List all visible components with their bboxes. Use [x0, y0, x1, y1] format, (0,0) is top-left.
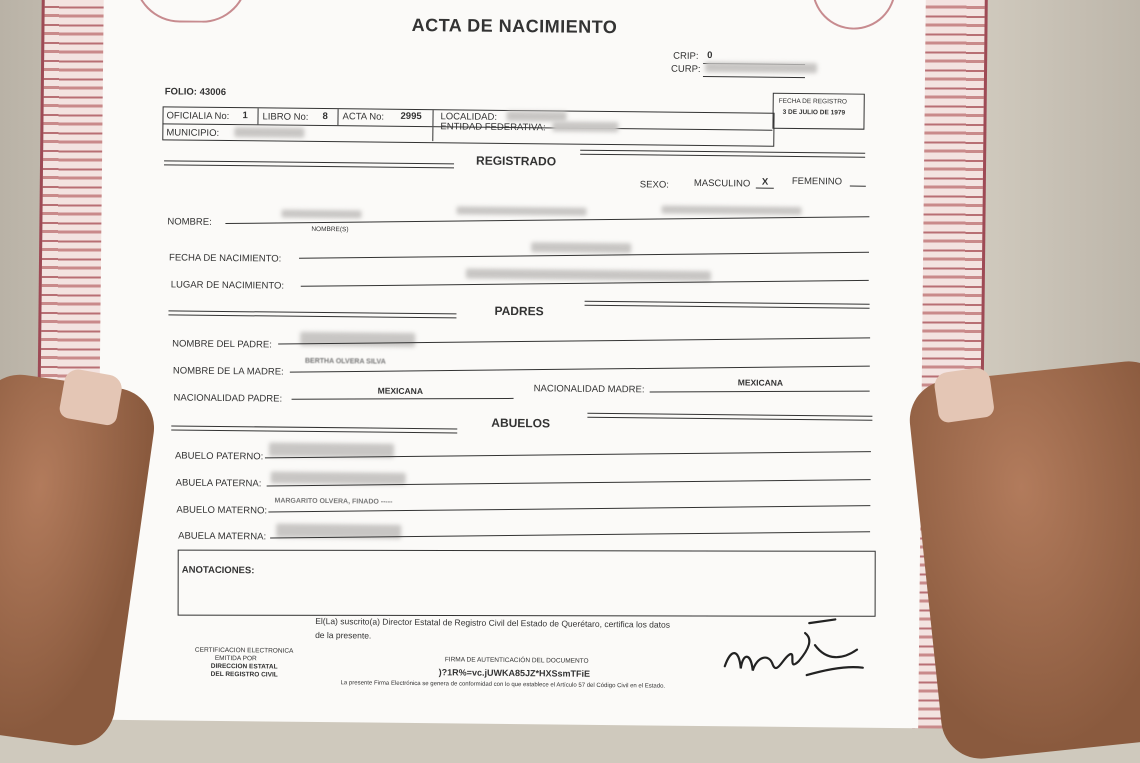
table-vertical	[432, 127, 433, 141]
fecha-nacimiento-label: FECHA DE NACIMIENTO:	[168, 252, 282, 265]
abuela-paterna-label: ABUELA PATERNA:	[175, 477, 262, 490]
cert-elec-line-2: EMITIDA POR	[214, 654, 257, 663]
nac-padre-value: MEXICANA	[377, 385, 424, 397]
abuela-paterna-redacted	[271, 471, 406, 484]
certificate-sheet	[96, 0, 926, 728]
madre-line	[290, 366, 870, 373]
abuelo-materno-line	[268, 505, 870, 512]
femenino-line	[850, 186, 866, 187]
madre-value: BERTHA OLVERA SILVA	[304, 357, 386, 366]
libro-label: LIBRO No:	[262, 111, 309, 123]
curp-label: CURP:	[670, 63, 701, 75]
padres-rule-left	[168, 310, 456, 318]
oficialia-value: 1	[242, 110, 248, 122]
birth-certificate	[34, 0, 988, 729]
anotaciones-box	[178, 550, 876, 617]
left-thumbnail	[58, 367, 124, 426]
masculino-label: MASCULINO	[693, 177, 751, 190]
abuelo-materno-label: ABUELO MATERNO:	[176, 504, 268, 517]
localidad-label: LOCALIDAD:	[440, 111, 498, 123]
acta-label: ACTA No:	[342, 111, 385, 123]
nac-madre-line	[650, 391, 870, 393]
masculino-line	[756, 188, 774, 189]
signature	[717, 608, 868, 690]
nombre-redacted-1	[281, 210, 361, 219]
certifica-text-2: de la presente.	[315, 629, 372, 641]
entidad-redacted	[552, 121, 618, 132]
registrado-heading: REGISTRADO	[476, 153, 557, 169]
acta-value: 2995	[400, 110, 422, 123]
abuelos-rule-left	[171, 425, 457, 433]
nombre-label: NOMBRE:	[167, 216, 212, 228]
padre-label: NOMBRE DEL PADRE:	[172, 338, 272, 351]
nac-padre-line	[292, 398, 514, 400]
localidad-redacted	[506, 111, 566, 122]
lugar-nacimiento-redacted	[466, 269, 711, 282]
abuelos-heading: ABUELOS	[491, 415, 551, 431]
document-title: ACTA DE NACIMIENTO	[411, 14, 618, 38]
fecha-nacimiento-line	[299, 252, 869, 259]
entidad-label: ENTIDAD FEDERATIVA:	[440, 121, 546, 134]
cert-elec-line-3: DIRECCION ESTATAL	[210, 662, 278, 671]
nombre-redacted-2	[457, 206, 587, 215]
femenino-label: FEMENINO	[791, 175, 843, 188]
folio: FOLIO: 43006	[164, 86, 227, 99]
padres-heading: PADRES	[494, 303, 544, 319]
masculino-mark: X	[761, 176, 769, 188]
abuelo-paterno-label: ABUELO PATERNO:	[174, 450, 264, 463]
libro-value: 8	[322, 111, 328, 123]
municipio-redacted	[234, 127, 304, 138]
crip-label: CRIP:	[673, 50, 699, 62]
firma-label: FIRMA DE AUTENTICACIÓN DEL DOCUMENTO	[444, 656, 589, 665]
madre-label: NOMBRE DE LA MADRE:	[172, 365, 284, 378]
abuelos-rule-right	[587, 413, 872, 421]
curp-redacted	[705, 62, 817, 73]
certifica-text: El(La) suscrito(a) Director Estatal de Registro Civil del Estado de Querétaro, certifica los datos	[315, 615, 671, 630]
legal-text: La presente Firma Electrónica se genera de conformidad con lo que establece el Artículo 57 del Código Civil en el Estado.	[340, 680, 666, 690]
fecha-registro-value: 3 DE JULIO DE 1979	[782, 108, 846, 117]
padre-redacted	[300, 332, 415, 347]
curp-line	[703, 76, 805, 78]
oficialia-label: OFICIALIA No:	[166, 110, 230, 123]
abuelo-materno-value: MARGARITO OLVERA, FINADO -----	[274, 497, 393, 506]
cert-elec-line-4: DEL REGISTRO CIVIL	[210, 670, 278, 679]
crip-value: 0	[707, 50, 713, 62]
lugar-nacimiento-label: LUGAR DE NACIMIENTO:	[170, 279, 285, 292]
right-thumbnail	[933, 366, 995, 423]
padres-rule-right	[585, 301, 870, 309]
section-rule-left	[164, 160, 454, 168]
municipio-label: MUNICIPIO:	[166, 127, 220, 139]
lugar-nacimiento-line	[301, 280, 869, 287]
nac-madre-value: MEXICANA	[737, 377, 784, 388]
anotaciones-label: ANOTACIONES:	[181, 564, 255, 577]
firma-value: )?1R%=vc.jUWKA85JZ*HXSsmTFiE	[438, 667, 591, 679]
sexo-label: SEXO:	[639, 179, 669, 191]
cert-elec-line-1: CERTIFICACION ELECTRONICA	[194, 646, 294, 655]
abuela-materna-label: ABUELA MATERNA:	[178, 530, 267, 543]
fecha-registro-label: FECHA DE REGISTRO	[778, 97, 848, 106]
fecha-nacimiento-redacted	[531, 242, 631, 253]
nac-padre-label: NACIONALIDAD PADRE:	[173, 392, 283, 405]
nombre-redacted-3	[662, 206, 802, 215]
section-rule-right	[580, 150, 865, 158]
nac-madre-label: NACIONALIDAD MADRE:	[533, 383, 645, 396]
nombres-caption: NOMBRE(S)	[311, 225, 349, 234]
